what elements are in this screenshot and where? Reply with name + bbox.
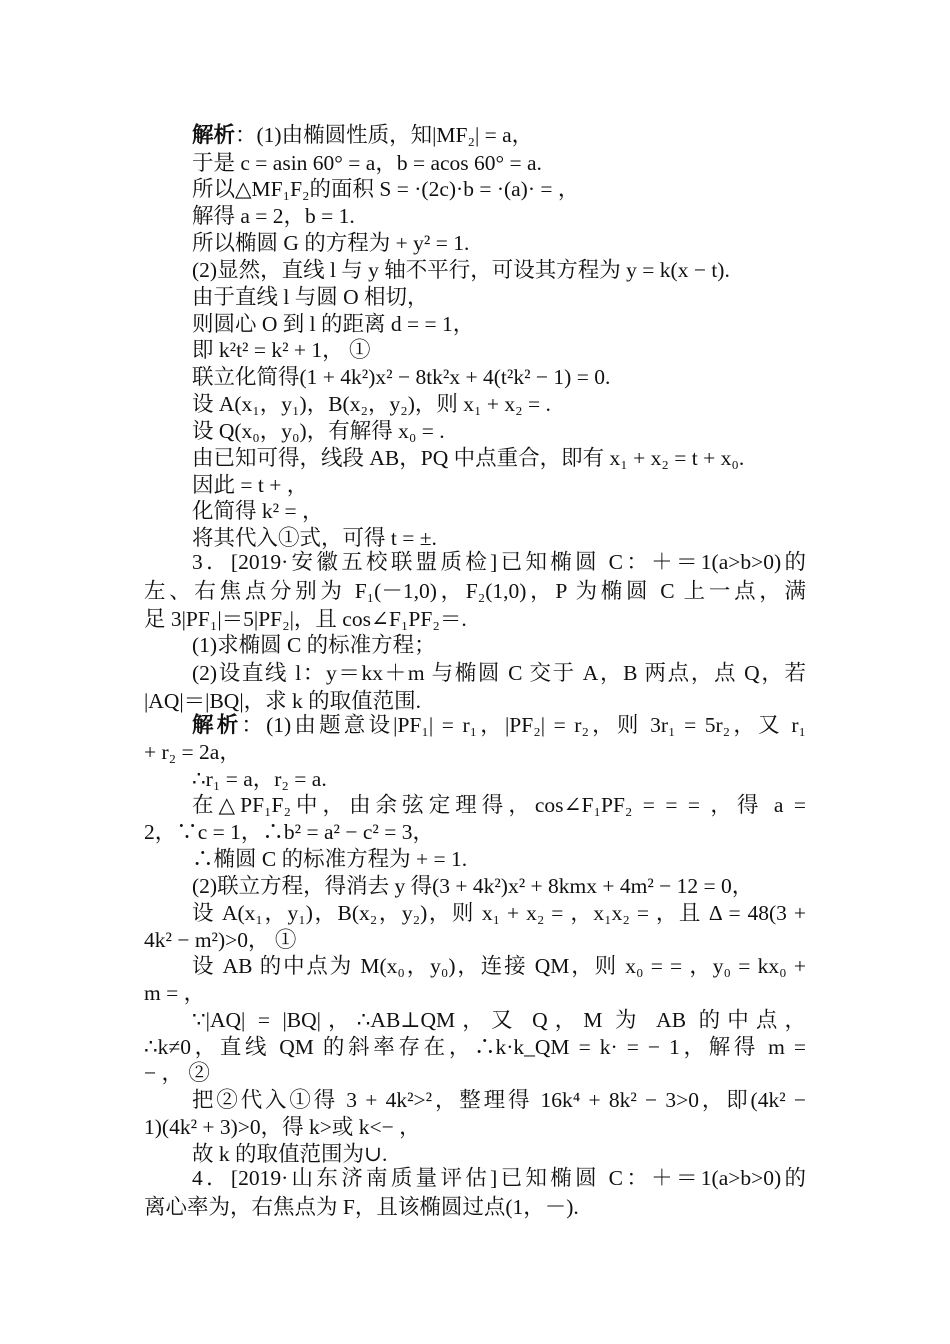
- solution-2-line-5: 所以椭圆 G 的方程为 + y² = 1.: [192, 231, 470, 255]
- solution-3-line-2: + r₂ = 2a，: [144, 740, 241, 764]
- solution-3-line-15: 把②代入①得 3 + 4k²>²，整理得 16k⁴ + 8k² − 3>0，即(4k² −: [192, 1088, 806, 1112]
- solution-2-line-6: (2)显然，直线 l 与 y 轴不平行，可设其方程为 y = k(x − t).: [192, 258, 730, 282]
- solution-3-line-17: 故 k 的取值范围为∪.: [192, 1142, 388, 1166]
- solution-2-line-16: 将其代入①式，可得 t = ±.: [192, 526, 437, 550]
- solution-2-line-13: 由已知可得，线段 AB，PQ 中点重合，即有 x₁ + x₂ = t + x₀.: [192, 446, 745, 470]
- solution-3-line-8: 设 A(x₁，y₁)，B(x₂，y₂)，则 x₁ + x₂ = ，x₁x₂ = ，且 Δ = 48(3 +: [192, 901, 806, 925]
- problem-3-line-1: 3．[2019·安徽五校联盟质检]已知椭圆 C：＋＝1(a>b>0)的: [192, 550, 806, 574]
- solution-label: 解析: [192, 123, 236, 147]
- solution-2-line-2: 于是 c = asin 60° = a，b = acos 60° = a.: [192, 151, 542, 175]
- solution-2-line-1: 解析：(1)由椭圆性质，知|MF₂| = a，: [192, 123, 534, 147]
- solution-3-line-5: 2，∵c = 1，∴b² = a² − c² = 3，: [144, 820, 434, 844]
- solution-2-line-8: 则圆心 O 到 l 的距离 d = = 1，: [192, 312, 475, 336]
- solution-2-line-12: 设 Q(x₀，y₀)，有解得 x₀ = .: [192, 419, 445, 443]
- solution-2-line-7: 由于直线 l 与圆 O 相切，: [192, 285, 429, 309]
- problem-3-line-3: 足 3|PF₁|＝5|PF₂|，且 cos∠F₁PF₂＝.: [144, 607, 467, 631]
- solution-label: 解析: [192, 713, 242, 737]
- solution-2-line-3: 所以△MF₁F₂的面积 S = ·(2c)·b = ·(a)· = ，: [192, 177, 580, 201]
- solution-3-line-6: ∴椭圆 C 的标准方程为 + = 1.: [192, 847, 468, 871]
- solution-2-line-10: 联立化简得(1 + 4k²)x² − 8tk²x + 4(t²k² − 1) = 0.: [192, 365, 611, 389]
- solution-2-line-4: 解得 a = 2，b = 1.: [192, 204, 355, 228]
- solution-3-line-4: 在△PF₁F₂中，由余弦定理得，cos∠F₁PF₂ = = = ，得 a =: [192, 793, 806, 817]
- problem-4-line-2: 离心率为，右焦点为 F，且该椭圆过点(1，－).: [144, 1195, 579, 1219]
- solution-3-line-7: (2)联立方程，得消去 y 得(3 + 4k²)x² + 8kmx + 4m² − 12 = 0，: [192, 874, 754, 898]
- solution-3-line-10: 设 AB 的中点为 M(x₀，y₀)，连接 QM，则 x₀ = = ，y₀ = kx₀ +: [192, 954, 806, 978]
- solution-2-line-9: 即 k²t² = k² + 1， ①: [192, 338, 371, 362]
- solution-3-line-14: − ， ②: [144, 1061, 210, 1085]
- solution-3-line-9: 4k² − m²)>0， ①: [144, 928, 297, 952]
- problem-4-line-1: 4．[2019·山东济南质量评估]已知椭圆 C：＋＝1(a>b>0)的: [192, 1166, 806, 1190]
- problem-3-part-1: (1)求椭圆 C 的标准方程；: [192, 633, 436, 657]
- problem-3-line-2: 左、右焦点分别为 F₁(－1,0)，F₂(1,0)，P 为椭圆 C 上一点，满: [144, 579, 806, 603]
- solution-2-line-11: 设 A(x₁，y₁)，B(x₂，y₂)，则 x₁ + x₂ = .: [192, 392, 551, 416]
- solution-3-line-11: m = ，: [144, 981, 206, 1005]
- solution-3-line-3: ∴r₁ = a，r₂ = a.: [192, 767, 327, 791]
- solution-3-line-1: 解析：(1)由题意设|PF₁| = r₁，|PF₂| = r₂，则 3r₁ = 5r₂，又 r₁: [192, 713, 806, 737]
- solution-2-line-15: 化简得 k² = ，: [192, 499, 324, 523]
- solution-2-line-14: 因此 = t + ，: [192, 473, 309, 497]
- solution-3-line-16: 1)(4k² + 3)>0，得 k>或 k<− ，: [144, 1115, 421, 1139]
- solution-3-line-12: ∵|AQ| = |BQ|，∴AB⊥QM，又 Q，M 为 AB 的中点，: [192, 1008, 806, 1032]
- solution-3-line-13: ∴k≠0，直线 QM 的斜率存在，∴k·k_QM = k· = − 1，解得 m =: [144, 1035, 806, 1059]
- problem-3-part-2-line-2: |AQ|＝|BQ|，求 k 的取值范围.: [144, 689, 422, 713]
- problem-3-part-2-line-1: (2)设直线 l：y＝kx＋m 与椭圆 C 交于 A，B 两点，点 Q，若: [192, 661, 806, 685]
